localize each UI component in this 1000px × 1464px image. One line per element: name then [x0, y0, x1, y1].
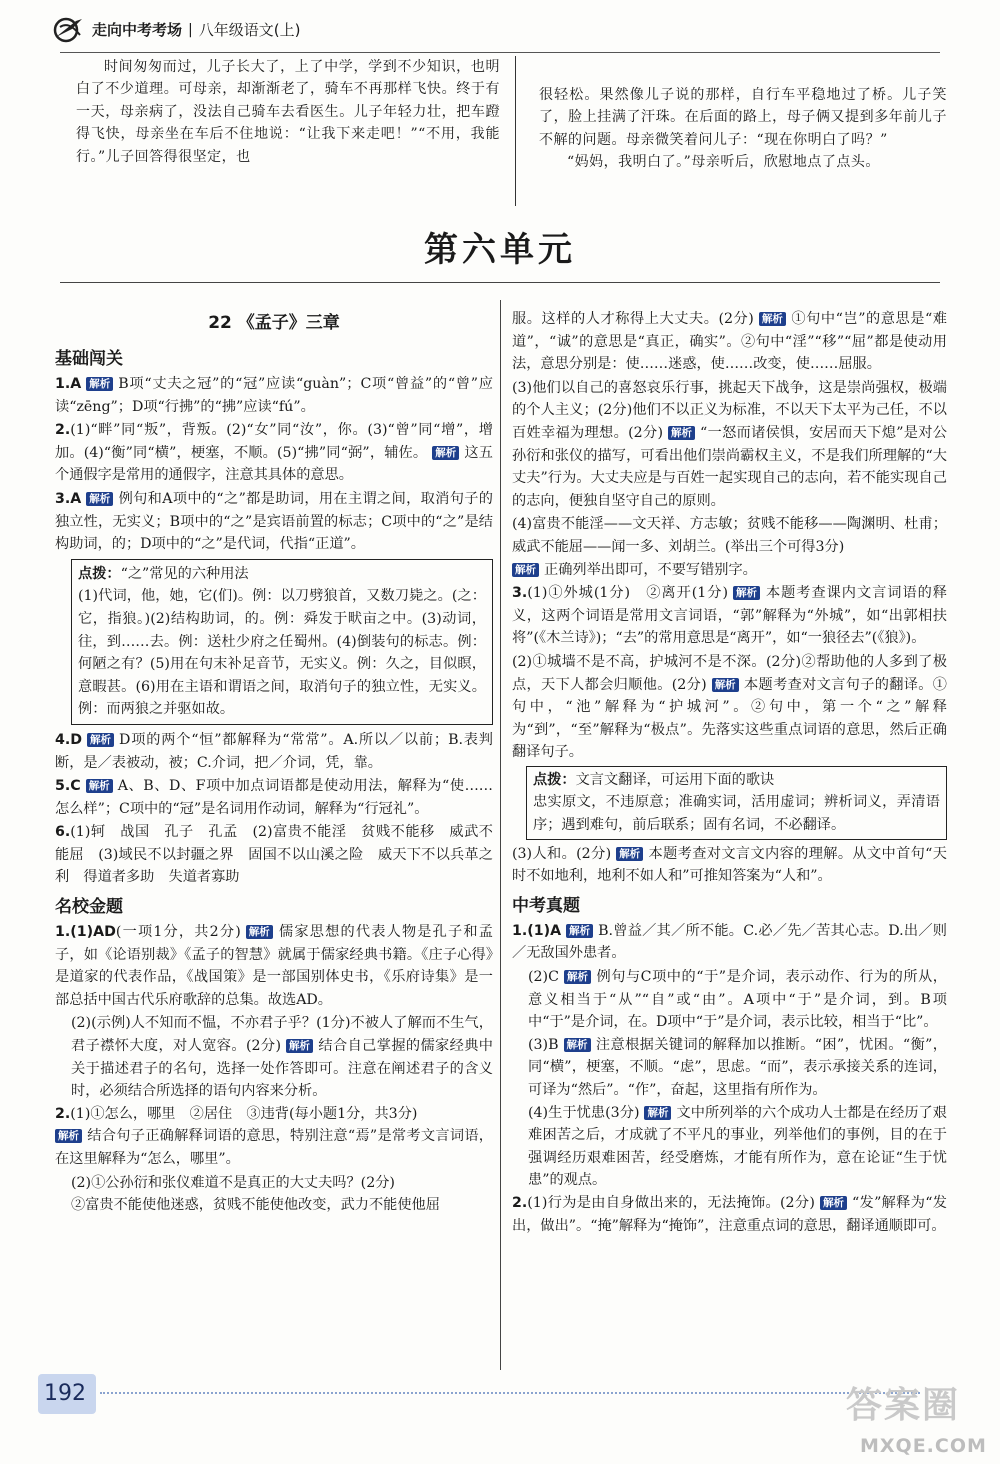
answer-item	[55, 419, 493, 487]
answer-text: 儒家思想的代表人物是孔子和孟子，如《论语别裁》《孟子的智慧》就属于儒家经典书籍。《庄子心得》是道家的代表作品，《战国策》是一部国别体史书，《乐府诗集》是一部总括中国古代乐府歌辞的总集。故选AD。	[55, 924, 493, 1008]
column-divider	[500, 300, 501, 1370]
tip-heading: 点拨：	[78, 565, 121, 582]
answer-subitem	[512, 966, 947, 1034]
right-column	[512, 308, 947, 1238]
analysis-tag: 解析	[86, 779, 113, 793]
analysis-tag: 解析	[87, 733, 114, 747]
answer-choice: (2)C	[528, 969, 559, 986]
answer-text: B.曾益／其／所不能。C.必／先／苦其心志。D.出／则／无敌国外患者。	[512, 922, 947, 962]
left-column	[55, 308, 493, 1217]
answer-text: (4)生于忧患(3分)	[528, 1104, 640, 1121]
answer-text: 本题考查对文言文内容的理解。从文中首句“天时不如地利，地利不如人和”可推知答案为“人和”。	[512, 845, 947, 885]
answer-item	[512, 513, 947, 581]
answer-label: 1.	[512, 922, 528, 939]
answer-text: 本题考查对文言句子的翻译。①句中，“池”解释为“护城河”。②句中，第一个“之”解释为“到”，“至”解释为“极点”。先落实这些重点词语的意思，然后正确翻译句子。	[512, 676, 947, 761]
answer-label: 1.	[55, 924, 71, 941]
watermark-logo-text: 答案圈	[846, 1385, 961, 1426]
story-paragraph: “妈妈，我明白了。”母亲听后，欣慰地点了点头。	[567, 154, 880, 171]
tip-box	[526, 766, 947, 840]
answer-item	[512, 920, 947, 965]
story-divider	[515, 56, 516, 206]
answer-item	[55, 373, 493, 418]
answer-choice: (1)A	[527, 922, 562, 939]
answer-text: “发”解释为“发出，做出”。“掩”解释为“掩饰”，注意重点词的意思，翻译通顺即可。	[512, 1194, 947, 1234]
answer-text: 服。这样的人才称得上大丈夫。(2分)	[512, 311, 754, 327]
answer-text: (1)行为是由自身做出来的，无法掩饰。(2分)	[527, 1194, 815, 1211]
answer-text: A、B、D、F项中加点词语都是使动用法，解释为“使……怎么样”；C项中的“冠”是名词用作动词，解释为“行冠礼”。	[55, 778, 493, 817]
analysis-tag: 解析	[820, 1196, 847, 1210]
grade-label: 八年级语文(上)	[198, 20, 301, 39]
answer-item	[55, 921, 493, 1011]
analysis-tag: 解析	[564, 970, 591, 984]
answer-subitem	[512, 1034, 947, 1102]
answer-text: 文中所列举的六个成功人士都是在经历了艰难困苦之后，才成就了不平凡的事业，列举他们的事例，目的在于强调经历艰难困苦，经受磨炼，才能有所作为，意在论证“生于忧患”的观点。	[528, 1104, 947, 1189]
answer-text: (1)轲 战国 孔子 孔孟 (2)富贵不能淫 贫贱不能移 威武不能屈 (3)域民不以封疆之界 固国不以山溪之险 威天下不以兵革之利 得道者多助 失道者寡助	[55, 824, 493, 886]
lesson-title: 22 《孟子》三章	[208, 313, 340, 333]
analysis-tag: 解析	[55, 1129, 82, 1143]
analysis-tag: 解析	[86, 492, 113, 506]
answer-label: 5.C	[55, 778, 81, 795]
answer-item	[512, 377, 947, 513]
tip-title: “之”常见的六种用法	[120, 565, 249, 582]
analysis-tag: 解析	[616, 847, 643, 861]
answer-text: (2)①城墙不是不高，护城河不是不深。(2分)②帮助他的人多到了极点，天下人都会归顺他。(2分)	[512, 653, 947, 693]
tip-box	[71, 559, 493, 725]
book-logo-icon	[52, 15, 86, 45]
answer-text: (1)①外城(1分) ②离开(1分)	[527, 585, 728, 602]
score-note: (一项1分，共2分)	[115, 924, 241, 941]
tip-title: 文言文翻译，可运用下面的歌诀	[575, 771, 775, 788]
unit-title: 第六单元	[424, 230, 576, 270]
answer-label: 3.	[512, 585, 528, 602]
analysis-tag: 解析	[733, 586, 760, 600]
answer-subitem	[55, 1012, 493, 1102]
unit-rule	[60, 282, 940, 283]
footer-dotted-rule	[100, 1392, 920, 1394]
analysis-tag: 解析	[759, 312, 786, 326]
header-separator: |	[188, 21, 193, 38]
answer-item	[55, 729, 493, 774]
analysis-tag: 解析	[644, 1106, 671, 1120]
answer-text: 例句和A项中的“之”都是助词，用在主谓之间，取消句子的独立性，无实义；B项中的“之”是宾语前置的标志；C项中的“之”是结构助词，的；D项中的“之”是代词，代指“正道”。	[55, 490, 493, 553]
answer-label: 6.	[55, 824, 71, 841]
tip-body: 忠实原文，不违原意；准确实词，活用虚词；辨析词义，弄清语序；遇到难句，前后联系；固有名词，不必翻译。	[533, 794, 940, 834]
tip-heading: 点拨：	[533, 771, 576, 788]
answer-subitem: (2)①公孙衍和张仪难道不是真正的大丈夫吗？(2分)	[71, 1174, 395, 1191]
story-left-column	[76, 56, 500, 168]
analysis-tag: 解析	[432, 446, 459, 460]
answer-text: “一怒而诸侯惧，安居而天下熄”是对公孙衍和张仪的描写，可看出他们崇尚霸权主义，不是我们所理解的“大丈夫”行为。大丈夫应是与百姓一起实现自己的志向，若不能实现自己的志向，便独自坚守自己的原则。	[512, 424, 947, 509]
answer-item	[55, 821, 493, 889]
answer-item	[512, 308, 947, 376]
answer-text: 这五个通假字是常用的通假字，注意其具体的意思。	[55, 444, 493, 484]
analysis-tag: 解析	[86, 377, 113, 391]
analysis-tag: 解析	[512, 563, 539, 577]
brand-title: 走向中考考场	[92, 20, 183, 39]
analysis-tag: 解析	[286, 1039, 313, 1053]
answer-text: 结合句子正确解释词语的意思，特别注意“焉”是常考文言词语，在这里解释为“怎么，哪里”。	[55, 1128, 493, 1167]
header-rule	[60, 52, 940, 53]
answer-text: (1)“畔”同“叛”，背叛。(2)“女”同“汝”，你。(3)“曾”同“增”，增加。(4)“衡”同“横”，梗塞，不顺。(5)“拂”同“弼”，辅佐。	[55, 422, 493, 461]
answer-subitem	[512, 1102, 947, 1192]
answer-subitem: ②富贵不能使他迷惑，贫贱不能使他改变，武力不能使他屈	[71, 1197, 440, 1214]
answer-text: 本题考查课内文言词语的释义，这两个词语是常用文言词语，“郭”解释为“外城”，如“出郭相扶将”(《木兰诗》)；“去”的常用意思是“离开”，如“一狼径去”(《狼》)。	[512, 585, 947, 647]
section-heading: 中考真题	[512, 895, 580, 916]
answer-label: 2.	[55, 1105, 71, 1122]
story-paragraph: 很轻松。果然像儿子说的那样，自行车平稳地过了桥。儿子笑了，脸上挂满了汗珠。在后面的路上，母子俩又提到多年前儿子不解的问题。母亲微笑着问儿子：“现在你明白了吗？”	[539, 87, 947, 148]
section-heading: 名校金题	[55, 897, 123, 918]
answer-text: 结合自己掌握的儒家经典中关于描述君子的名句，选择一处作答即可。注意在阐述君子的含义时，必须结合所选择的语句内容来分析。	[71, 1038, 493, 1100]
answer-item	[512, 1192, 947, 1237]
story-paragraph: 时间匆匆而过，儿子长大了，上了中学，学到不少知识，也明白了不少道理。可母亲，却渐渐老了，骑车不再那样飞快。终于有一天，母亲病了，没法自己骑车去看医生。儿子年轻力壮，把车蹬得飞快，母亲坐在车后不住地说：“让我下来走吧！”“不用，我能行。”儿子回答得很坚定，也	[76, 59, 500, 165]
tip-body: (1)代词，他，她，它(们)。例：以刀劈狼首，又数刀毙之。(之：它，指狼。)(2)结构助词，的。例：舜发于畎亩之中。(3)动词，往，到……去。例：送杜少府之任蜀州。(4)倒装句的标志。例：何陋之有？(5)用在句末补足音节，无实义。例：久之，目似瞑，意暇甚。(6)用在主语和谓语之间，取消句子的独立性，无实义。例：而两狼之并驱如故。	[78, 588, 486, 718]
analysis-tag: 解析	[246, 925, 273, 939]
story-right-column	[539, 84, 947, 174]
answer-text: 例句与C项中的“于”是介词，表示动作、行为的所从，意义相当于“从”“自”或“由”。A项中“于”是介词，到。B项中“于”是介词，在。D项中“于”是介词，表示比较，相当于“比”。	[528, 969, 947, 1031]
answer-text: D项的两个“恒”都解释为“常常”。A.所以／以前；B.表判断，是／表被动，被；C.介词，把／介词，凭，靠。	[55, 731, 493, 771]
answer-text: (4)富贵不能淫——文天祥、方志敏；贫贱不能移——陶渊明、杜甫；威武不能屈——闻一多、刘胡兰。(举出三个可得3分)	[512, 516, 947, 555]
analysis-tag: 解析	[668, 426, 695, 440]
answer-label: 3.A	[55, 490, 82, 507]
answer-item	[512, 843, 947, 888]
answer-text: (2)(示例)人不知而不愠，不亦君子乎？(1分)不被人了解而不生气，君子襟怀大度，对人宽容。(2分)	[71, 1015, 493, 1055]
answer-item	[55, 775, 493, 820]
analysis-tag: 解析	[564, 1038, 591, 1052]
answer-text: (3)他们以自己的喜怒哀乐行事，挑起天下战争，这是崇尚强权，极端的个人主义；(2分)他们不以正义为标准，不以天下太平为己任，不以百姓幸福为理想。(2分)	[512, 379, 947, 441]
answer-subitem	[512, 651, 947, 764]
answer-item	[55, 1103, 493, 1171]
answer-item	[55, 488, 493, 556]
answer-text: (1)①怎么，哪里 ②居住 ③违背(每小题1分，共3分)	[70, 1105, 418, 1122]
answer-label: 2.	[55, 422, 71, 439]
answer-text: B项“丈夫之冠”的“冠”应读“guàn”；C项“曾益”的“曾”应读“zēng”；D项“行拂”的“拂”应读“fú”。	[55, 376, 493, 415]
answer-item	[512, 582, 947, 650]
answer-text: 注意根据关键词的解释加以推断。“困”，忧困。“衡”，同“横”，梗塞，不顺。“虑”，思虑。“而”，表示承接关系的连词，可译为“然后”。“作”，奋起，这里指有所作为。	[528, 1036, 947, 1098]
analysis-tag: 解析	[566, 924, 593, 938]
answer-text: (3)人和。(2分)	[512, 845, 612, 862]
section-heading: 基础闯关	[55, 349, 123, 369]
page-header	[52, 14, 301, 46]
answer-label: 4.D	[55, 731, 83, 748]
answer-label: 2.	[512, 1194, 528, 1211]
watermark-url-text: MXQE.COM	[860, 1435, 987, 1457]
answer-choice: (1)AD	[70, 924, 116, 941]
answer-label: 1.A	[55, 376, 82, 392]
page-number: 192	[44, 1381, 86, 1406]
answer-text: 正确列举出即可，不要写错别字。	[544, 561, 757, 578]
answer-text: ①句中“岂”的意思是“难道”，“诚”的意思是“真正，确实”。②句中“淫”“移”“屈”都是使动用法，意思分别是：使……迷惑，使……改变，使……屈服。	[512, 311, 947, 373]
answer-choice: (3)B	[528, 1036, 559, 1053]
analysis-tag: 解析	[712, 678, 739, 692]
